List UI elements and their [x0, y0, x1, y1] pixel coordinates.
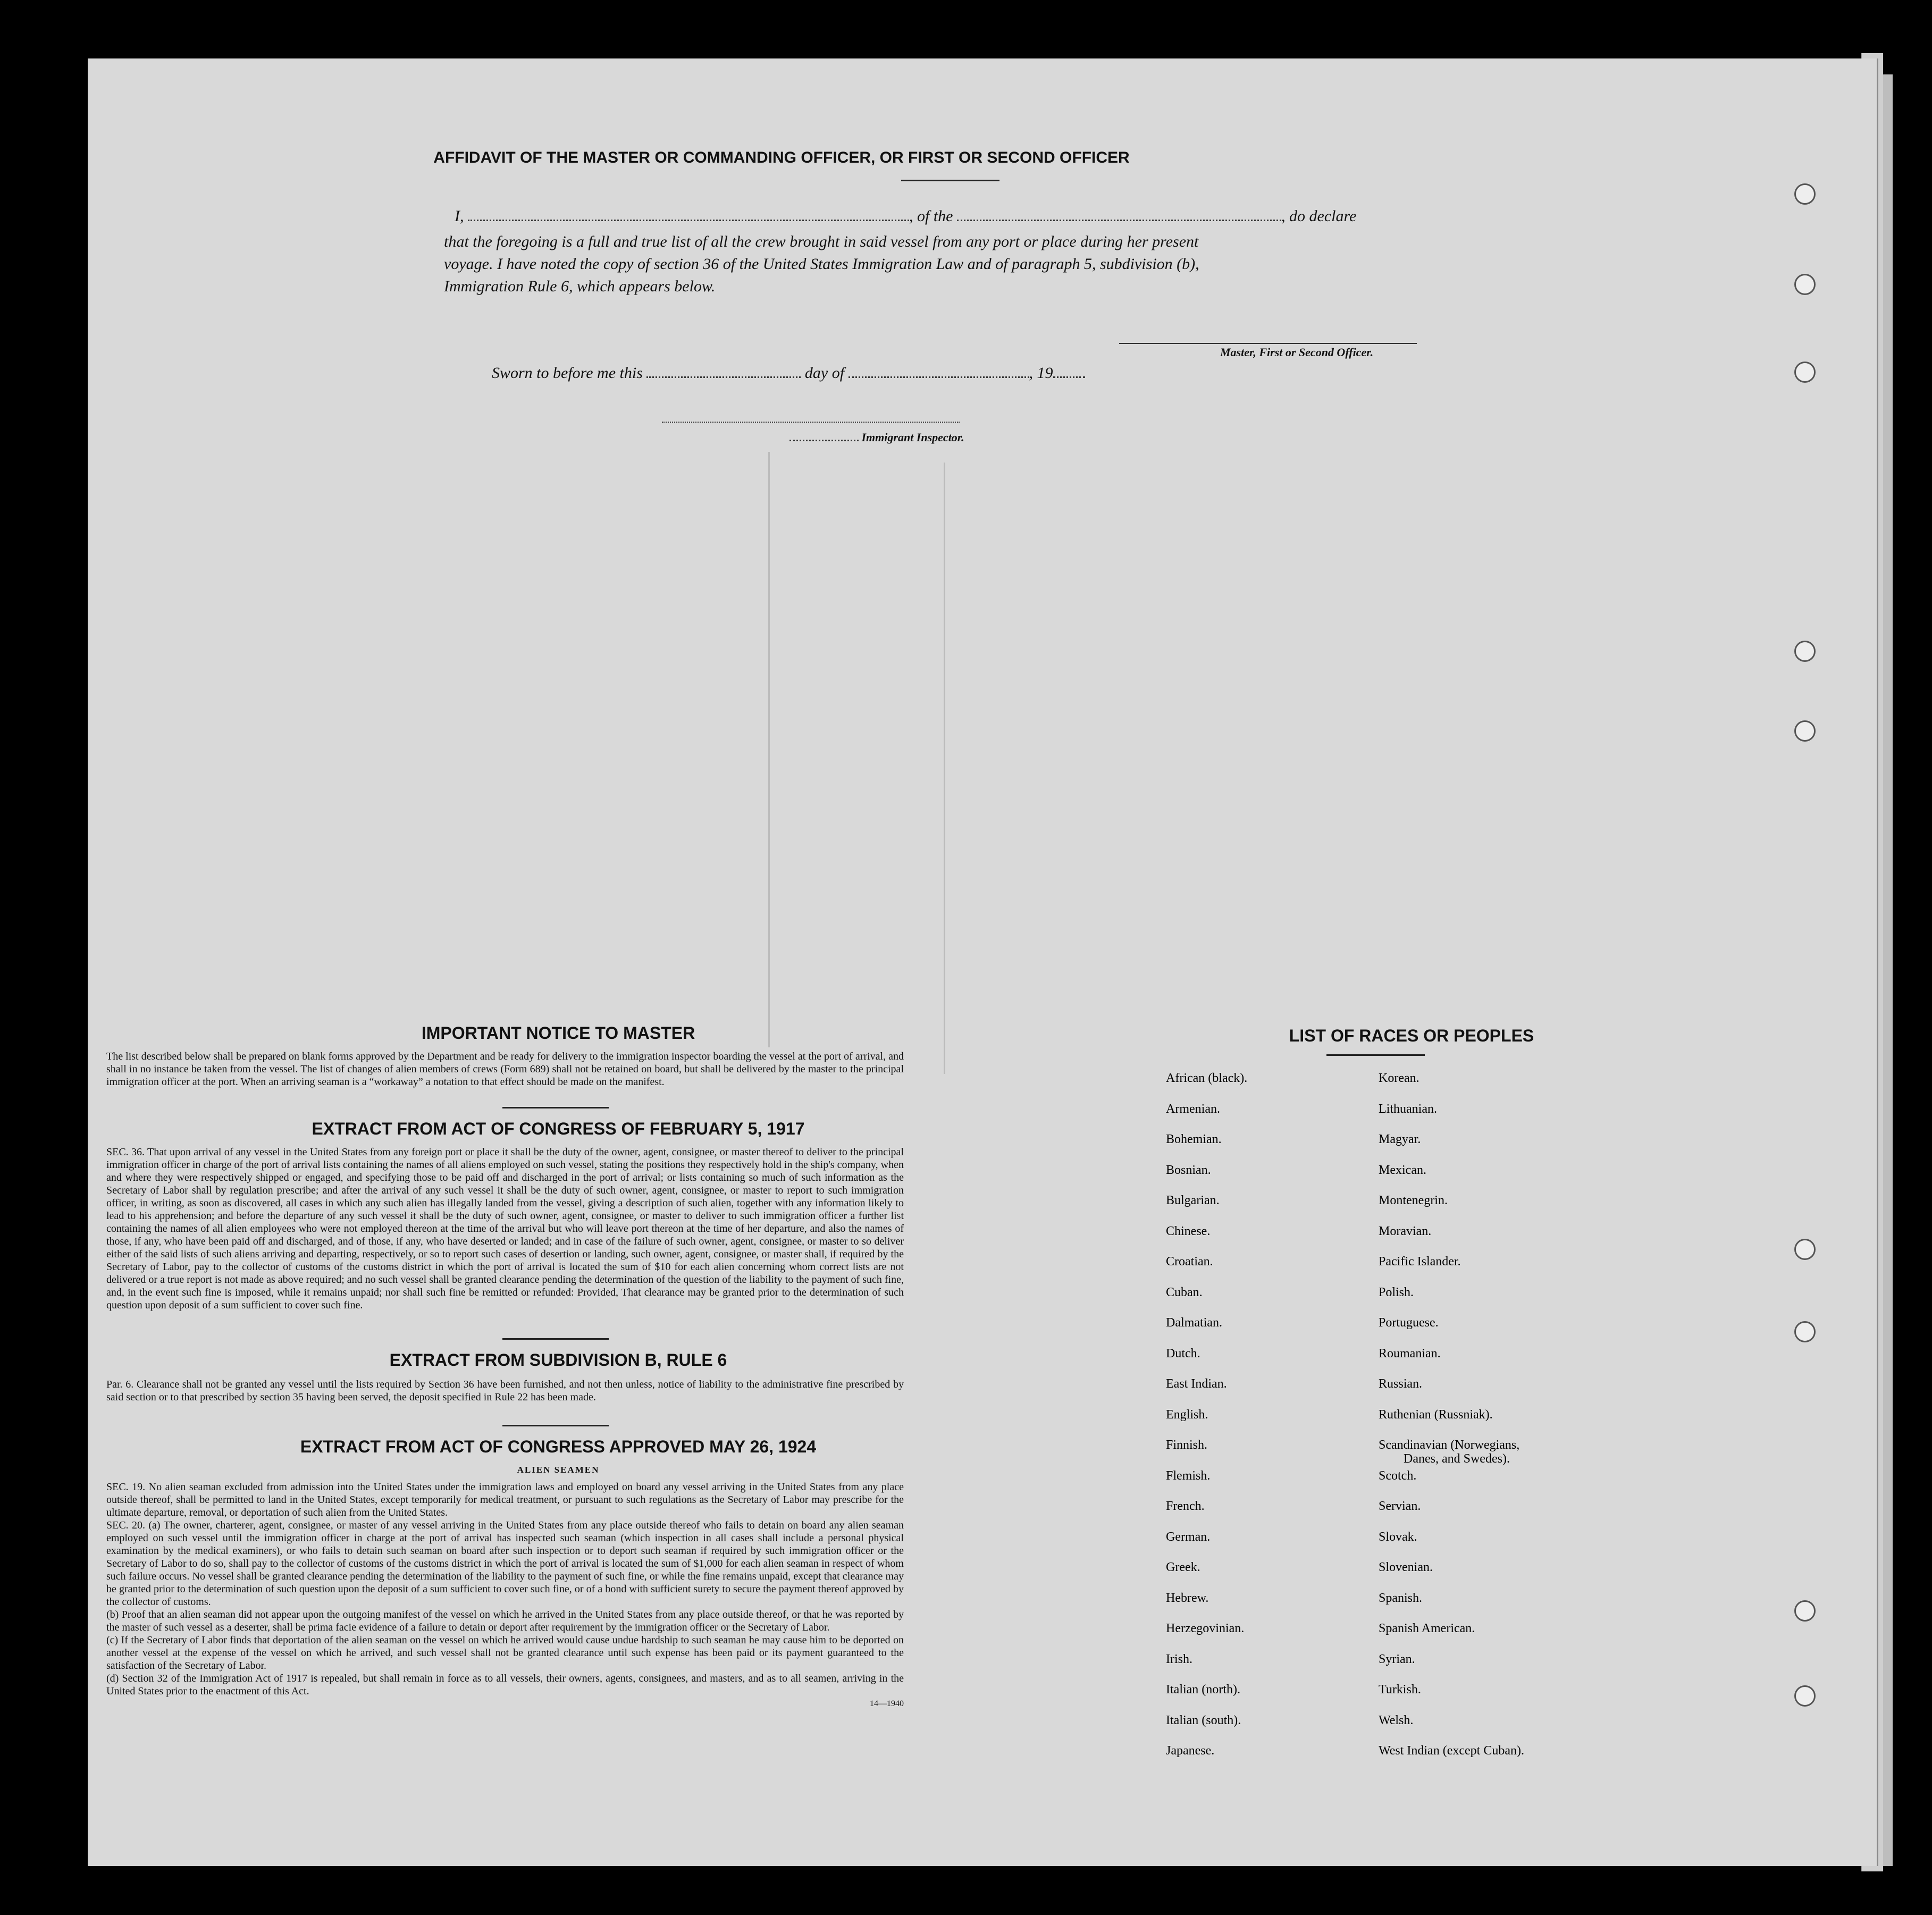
binder-hole [1794, 183, 1816, 205]
sec-20c: (c) If the Secretary of Labor finds that deportation of the alien seaman on the vessel on which he arrived would cause undue hardship to such seaman he may cause him to be deported on another vessel at the expense of the vessel on which he arrived, and such vessel shall not be granted clearance until such expense has been paid or its payment guaranteed to the satisfaction of the Secretary of Labor. [106, 1634, 904, 1672]
races-title-rule [1326, 1054, 1425, 1056]
signature-line[interactable] [1119, 343, 1417, 344]
sec-20d: (d) Section 32 of the Immigration Act of 1917 is repealed, but shall remain in force as to all vessels, their owners, agents, consignees, and masters, and as to all seamen, arriving in the United States prior to the enactment of this Act. [106, 1673, 904, 1697]
race-item: Hebrew. [1166, 1591, 1209, 1605]
binder-hole [1794, 1321, 1816, 1342]
race-item: Irish. [1166, 1652, 1192, 1666]
extract-1917-body: SEC. 36. That upon arrival of any vessel in the United States from any foreign port or place it shall be the duty of the owner, agent, consignee, or master thereof to deliver to the principal immigration officer in charge of the port of arrival lists containing the names of all aliens employed on such vessel, stating the positions they respectively hold in the ship's company, when and where they were respectively shipped or engaged, and specifying those to be paid off and discharged in the port of arrival; or lists containing so much of such information as the Secretary of Labor shall by regulation prescribe; and after the arrival of any such vessel it shall be the duty of such owner, agent, consignee, or master to report to such immigration officer, in writing, as soon as discovered, all cases in which any such alien has illegally landed from the vessel, giving a description of such alien, together with any information likely to lead to his apprehension; and before the departure of any such vessel it shall be the duty of such owner, agent, consignee, or master to deliver to such immigration officer a further list containing the names of all alien employees who were not employed thereon at the time of the arrival but who will leave port thereon at the time of her departure, and also the names of those, if any, who have been paid off and discharged, and of those, if any, who have deserted or landed; and in case of the failure of such owner, agent, consignee, or master to so deliver either of the said lists of such aliens arriving and departing, respectively, or so to report such cases of desertion or landing, such owner, agent, consignee, or master shall, if required by the Secretary of Labor, pay to the collector of customs of the customs district in which the port of arrival is located the sum of $10 for each alien concerning whom correct lists are not delivered or a true report is not made as above required; and no such vessel shall be granted clearance pending the determination of the question of the liability to the payment of such fine, and, in the event such fine is imposed, while it remains unpaid; nor shall such fine be remitted or refunded: Provided, That clearance may be granted prior to the determination of such question upon deposit of a sum sufficient to cover such fine. [106, 1146, 904, 1311]
extract-1924-title: EXTRACT FROM ACT OF CONGRESS APPROVED MAY 26, 1924 [300, 1437, 817, 1456]
race-item: Italian (south). [1166, 1713, 1241, 1727]
binder-hole [1794, 1239, 1816, 1260]
race-item: Chinese. [1166, 1224, 1211, 1238]
affidavit-title-rule [901, 180, 999, 181]
affidavit-line-2: that the foregoing is a full and true list of all the crew brought in said vessel from any port or place during her present [444, 233, 1199, 250]
race-item: Dalmatian. [1166, 1316, 1222, 1330]
race-item: Korean. [1379, 1071, 1419, 1085]
sec-20b: (b) Proof that an alien seaman did not appear upon the outgoing manifest of the vessel on which he arrived in the United States from any place outside thereof, or that he was reported by the master of such vessel as a deserter, shall be prima facie evidence of a failure to detain or deport after requirement by the immigration officer or the Secretary of Labor. [106, 1609, 904, 1633]
race-item: Moravian. [1379, 1224, 1432, 1238]
inspector-blank[interactable] [789, 432, 859, 441]
extract-1917-title: EXTRACT FROM ACT OF CONGRESS OF FEBRUARY 5, 1917 [312, 1119, 805, 1138]
binder-hole [1794, 641, 1816, 662]
race-item: African (black). [1166, 1071, 1248, 1085]
inspector-signature-line[interactable] [662, 422, 960, 423]
affidavit-line-3: voyage. I have noted the copy of section 36 of the United States Immigration Law and of paragraph 5, subdivision (b), [444, 255, 1199, 273]
race-item: Scotch. [1379, 1468, 1417, 1483]
race-item: Greek. [1166, 1560, 1200, 1574]
race-item: Turkish. [1379, 1683, 1421, 1696]
race-item: Slovak. [1379, 1530, 1417, 1544]
race-item: Slovenian. [1379, 1560, 1433, 1574]
race-item: Polish. [1379, 1285, 1414, 1299]
race-item: Mexican. [1379, 1163, 1426, 1177]
race-item: Finnish. [1166, 1438, 1208, 1452]
race-item: Roumanian. [1379, 1346, 1441, 1360]
affidavit-declaration-line: I, , of the , do declare [455, 207, 1357, 225]
binder-hole [1794, 720, 1816, 742]
binder-hole [1794, 1685, 1816, 1707]
affidavit-title: AFFIDAVIT OF THE MASTER OR COMMANDING OFFICER, OR FIRST OR SECOND OFFICER [433, 149, 1130, 166]
race-item: Cuban. [1166, 1285, 1203, 1299]
race-item: Russian. [1379, 1377, 1423, 1391]
race-item: French. [1166, 1499, 1205, 1513]
race-item: Ruthenian (Russniak). [1379, 1407, 1493, 1422]
notice-body: The list described below shall be prepared on blank forms approved by the Department and be ready for delivery to the immigration inspector boarding the vessel at the port of arrival, and shall in no instance be taken from the vessel. The list of changes of alien members of crews (Form 689) shall not be retained on board, but shall be delivered by the master to the principal immigration officer at the port. When an arriving seaman is a “workaway” a notation to that effect should be made on the manifest. [106, 1051, 904, 1088]
year-blank[interactable] [1053, 366, 1085, 378]
race-item: Herzegovinian. [1166, 1622, 1245, 1635]
faint-bleed-line [944, 463, 945, 1074]
race-item: Bosnian. [1166, 1163, 1211, 1177]
section-rule [502, 1338, 609, 1340]
race-item: German. [1166, 1530, 1211, 1544]
race-item: Syrian. [1379, 1652, 1415, 1666]
binder-hole [1794, 362, 1816, 383]
race-item: Servian. [1379, 1499, 1421, 1513]
vessel-blank[interactable] [957, 209, 1281, 221]
sec-19: SEC. 19. No alien seaman excluded from admission into the United States under the immigration laws and employed on board any vessel arriving in the United States from any place outside thereof, shall be permitted to land in the United States, except temporarily for medical treatment, or pursuant to such regulations as the Secretary of Labor may prescribe for the ultimate departure, removal, or deportation of such alien from the United States. [106, 1481, 904, 1518]
manifest-sheet [88, 58, 1878, 1866]
race-item: English. [1166, 1407, 1208, 1422]
sec-20a: SEC. 20. (a) The owner, charterer, agent, consignee, or master of any vessel arriving in the United States from any place outside thereof who fails to detain on board any alien seaman employed on such vessel until the immigration officer in charge at the port of arrival has inspected such seaman (which inspection in all cases shall include a personal physical examination by the medical examiners), or who fails to detain such seaman on board after such inspection or to deport such seaman if required by such immigration officer or the Secretary of Labor to do so, shall pay to the collector of customs of the customs district in which the port of arrival is located the sum of $1,000 for each alien seaman in respect of whom such failure occurs. No vessel shall be granted clearance pending the determination of the liability to the payment of such fine, or while the fine remains unpaid, except that clearance may be granted prior to the determination of such question upon the deposit of a sum sufficient to cover such fine, or of a bond with sufficient surety to secure the payment thereof approved by the collector of customs. [106, 1519, 904, 1608]
name-blank[interactable] [468, 209, 909, 221]
race-item: Scandinavian (Norwegians, [1379, 1438, 1520, 1452]
race-item: Spanish. [1379, 1591, 1423, 1605]
races-title: LIST OF RACES OR PEOPLES [1289, 1026, 1534, 1045]
race-item: Bulgarian. [1166, 1194, 1220, 1207]
race-item: Flemish. [1166, 1468, 1211, 1483]
notice-title: IMPORTANT NOTICE TO MASTER [421, 1023, 695, 1043]
race-item: Dutch. [1166, 1346, 1200, 1360]
race-item: West Indian (except Cuban). [1379, 1744, 1524, 1758]
race-item: Lithuanian. [1379, 1102, 1437, 1116]
race-item: Portuguese. [1379, 1316, 1439, 1330]
race-item: Croatian. [1166, 1255, 1213, 1269]
section-rule [502, 1425, 609, 1426]
rule6-body: Par. 6. Clearance shall not be granted any vessel until the lists required by Section 36 have been furnished, and not then unless, notice of liability to the administrative fine prescribed by said section or to that prescribed by section 35 having been served, the deposit specified in Rule 22 has been made. [106, 1379, 904, 1403]
race-item: Welsh. [1379, 1713, 1414, 1727]
faint-bleed-line [768, 452, 770, 1047]
binder-hole [1794, 274, 1816, 295]
affidavit-line-4: Immigration Rule 6, which appears below. [444, 278, 716, 295]
alien-seamen-subtitle: ALIEN SEAMEN [517, 1465, 600, 1475]
race-item: Montenegrin. [1379, 1194, 1448, 1207]
race-item: Spanish American. [1379, 1622, 1475, 1635]
race-item: Italian (north). [1166, 1683, 1240, 1696]
race-item: Armenian. [1166, 1102, 1220, 1116]
race-item: East Indian. [1166, 1377, 1227, 1391]
month-blank[interactable] [849, 366, 1029, 378]
race-item: Pacific Islander. [1379, 1255, 1461, 1269]
race-item: Magyar. [1379, 1132, 1421, 1146]
race-item: Danes, and Swedes). [1404, 1452, 1510, 1466]
race-item: Japanese. [1166, 1744, 1215, 1758]
sworn-line: Sworn to before me this day of , 19 [492, 364, 1085, 382]
section-rule [502, 1107, 609, 1108]
race-item: Bohemian. [1166, 1132, 1222, 1146]
extract-1924-body [106, 1481, 904, 1710]
signature-caption: Master, First or Second Officer. [1220, 346, 1374, 359]
form-number: 14—1940 [870, 1699, 904, 1708]
day-blank[interactable] [646, 366, 801, 378]
rule6-title: EXTRACT FROM SUBDIVISION B, RULE 6 [389, 1350, 727, 1370]
binder-hole [1794, 1600, 1816, 1622]
inspector-caption: Immigrant Inspector. [789, 431, 964, 444]
